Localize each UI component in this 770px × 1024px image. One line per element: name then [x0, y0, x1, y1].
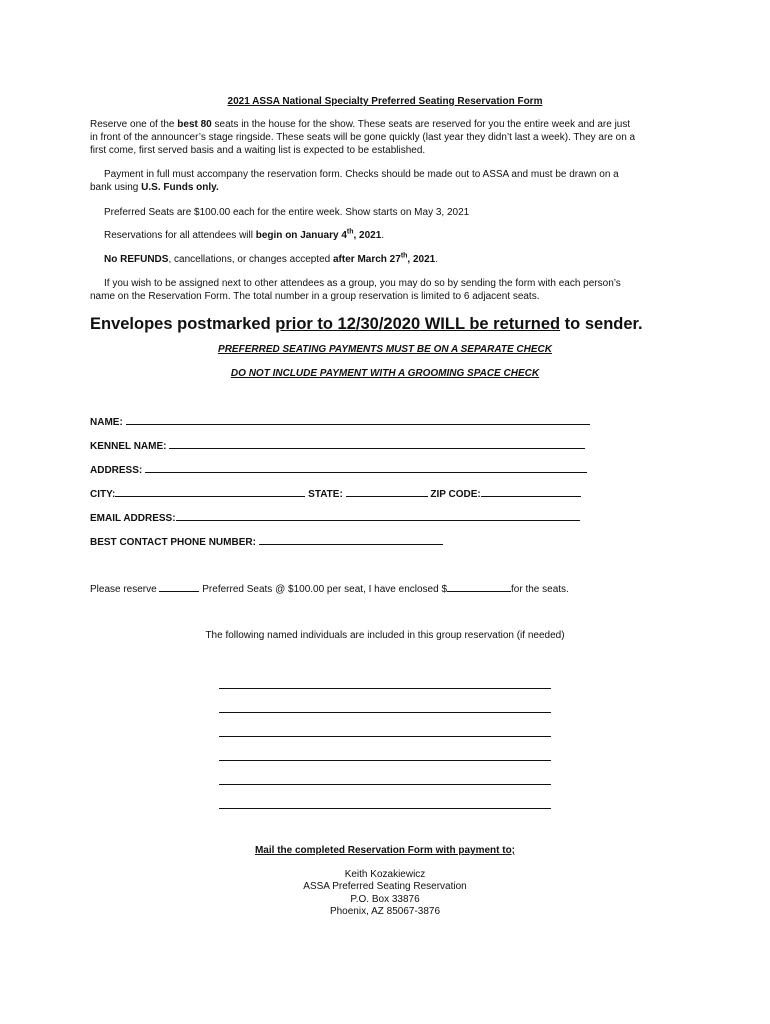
payment-paragraph — [90, 168, 680, 194]
reserve-text: Please reserve — [90, 584, 157, 595]
reservations-text: Reservations for all attendees will — [104, 230, 256, 241]
state-input-line[interactable] — [346, 486, 428, 497]
reserve-end-text: for the seats. — [511, 584, 569, 595]
zip-code-label: ZIP CODE: — [430, 489, 481, 500]
group-member-line[interactable] — [219, 688, 551, 689]
us-funds-emphasis: U.S. Funds only. — [141, 182, 219, 193]
start-date-year: , 2021 — [353, 230, 382, 241]
mail-recipient-name: Keith Kozakiewicz — [344, 869, 426, 880]
kennel-name-label: KENNEL NAME: — [90, 441, 167, 452]
address-input-line[interactable] — [145, 462, 587, 473]
best-80-emphasis: best 80 — [177, 119, 212, 130]
kennel-name-field[interactable] — [90, 438, 585, 453]
city-label: CITY: — [90, 489, 116, 500]
group-reservation-note: The following named individuals are included in this group reservation (if needed) — [205, 630, 565, 641]
envelope-text: Envelopes postmarked — [90, 315, 276, 333]
group-member-line[interactable] — [219, 760, 551, 761]
grooming-check-notice: DO NOT INCLUDE PAYMENT WITH A GROOMING SPACE CHECK — [230, 368, 540, 379]
intro-paragraph — [90, 118, 680, 157]
seat-count-input-line[interactable] — [159, 581, 199, 592]
start-date-text: begin on January 4 — [255, 230, 347, 241]
email-label: EMAIL ADDRESS: — [90, 513, 176, 524]
group-member-line[interactable] — [219, 784, 551, 785]
mail-organization: ASSA Preferred Seating Reservation — [303, 881, 467, 892]
envelope-deadline: prior to 12/30/2020 WILL be returned — [275, 315, 561, 333]
group-line-1: If you wish to be assigned next to other attendees as a group, you may do so by sending the form with each person’s — [104, 278, 621, 289]
phone-label: BEST CONTACT PHONE NUMBER: — [90, 537, 256, 548]
envelope-text-end: to sender. — [560, 315, 643, 333]
zip-code-input-line[interactable] — [481, 486, 581, 497]
phone-input-line[interactable] — [259, 534, 443, 545]
name-label: NAME: — [90, 417, 123, 428]
deadline-year: , 2021 — [407, 254, 436, 265]
email-input-line[interactable] — [176, 510, 580, 521]
ordinal-suffix: th — [346, 228, 354, 236]
reservations-start-paragraph — [104, 229, 384, 242]
intro-line-2: in front of the announcer’s stage ringside. These seats will be gone quickly (last year they didn’t last a week). They are on a — [90, 132, 636, 143]
ordinal-suffix: th — [400, 252, 408, 260]
kennel-name-input-line[interactable] — [169, 438, 585, 449]
period: . — [435, 254, 439, 265]
group-member-line[interactable] — [219, 736, 551, 737]
amount-enclosed-input-line[interactable] — [447, 581, 511, 592]
city-state-zip-row — [90, 486, 581, 501]
payment-text: bank using — [90, 182, 142, 193]
envelope-warning — [90, 314, 643, 334]
state-label: STATE: — [308, 489, 343, 500]
email-field[interactable] — [90, 510, 580, 525]
intro-text: Reserve one of the — [90, 119, 178, 130]
group-paragraph — [90, 277, 680, 303]
group-member-line[interactable] — [219, 712, 551, 713]
address-label: ADDRESS: — [90, 465, 143, 476]
reserve-price-text: Preferred Seats @ $100.00 per seat, I have enclosed $ — [202, 584, 448, 595]
name-field[interactable] — [90, 414, 590, 429]
group-line-2: name on the Reservation Form. The total number in a group reservation is limited to 6 adjacent seats. — [90, 291, 540, 302]
group-member-line[interactable] — [219, 808, 551, 809]
price-paragraph: Preferred Seats are $100.00 each for the entire week. Show starts on May 3, 2021 — [104, 207, 470, 218]
no-refunds-emphasis: No REFUNDS — [104, 254, 169, 265]
address-field[interactable] — [90, 462, 587, 477]
intro-line-1 — [90, 118, 680, 131]
refund-policy-paragraph — [104, 253, 438, 266]
phone-field[interactable] — [90, 534, 443, 549]
mail-city: Phoenix, AZ 85067-3876 — [329, 906, 441, 917]
payment-line-2 — [90, 181, 680, 194]
city-input-line[interactable] — [115, 486, 305, 497]
name-input-line[interactable] — [126, 414, 590, 425]
separate-check-notice: PREFERRED SEATING PAYMENTS MUST BE ON A SEPARATE CHECK — [218, 344, 552, 355]
payment-line-1: Payment in full must accompany the reservation form. Checks should be made out to ASSA and must be drawn on a — [104, 169, 619, 180]
mail-heading: Mail the completed Reservation Form with payment to; — [254, 845, 516, 856]
seat-reservation-line — [90, 581, 569, 596]
mail-po-box: P.O. Box 33876 — [350, 894, 420, 905]
deadline-text: after March 27 — [333, 254, 401, 265]
start-date-emphasis — [255, 228, 385, 241]
period: . — [381, 230, 385, 241]
form-title: 2021 ASSA National Specialty Preferred Seating Reservation Form — [227, 96, 543, 107]
refund-text: , cancellations, or changes accepted — [168, 254, 333, 265]
intro-text: seats in the house for the show. These seats are reserved for you the entire week and are just — [211, 119, 631, 130]
deadline-emphasis — [333, 254, 435, 265]
intro-line-3: first come, first served basis and a waiting list is expected to be established. — [90, 145, 426, 156]
